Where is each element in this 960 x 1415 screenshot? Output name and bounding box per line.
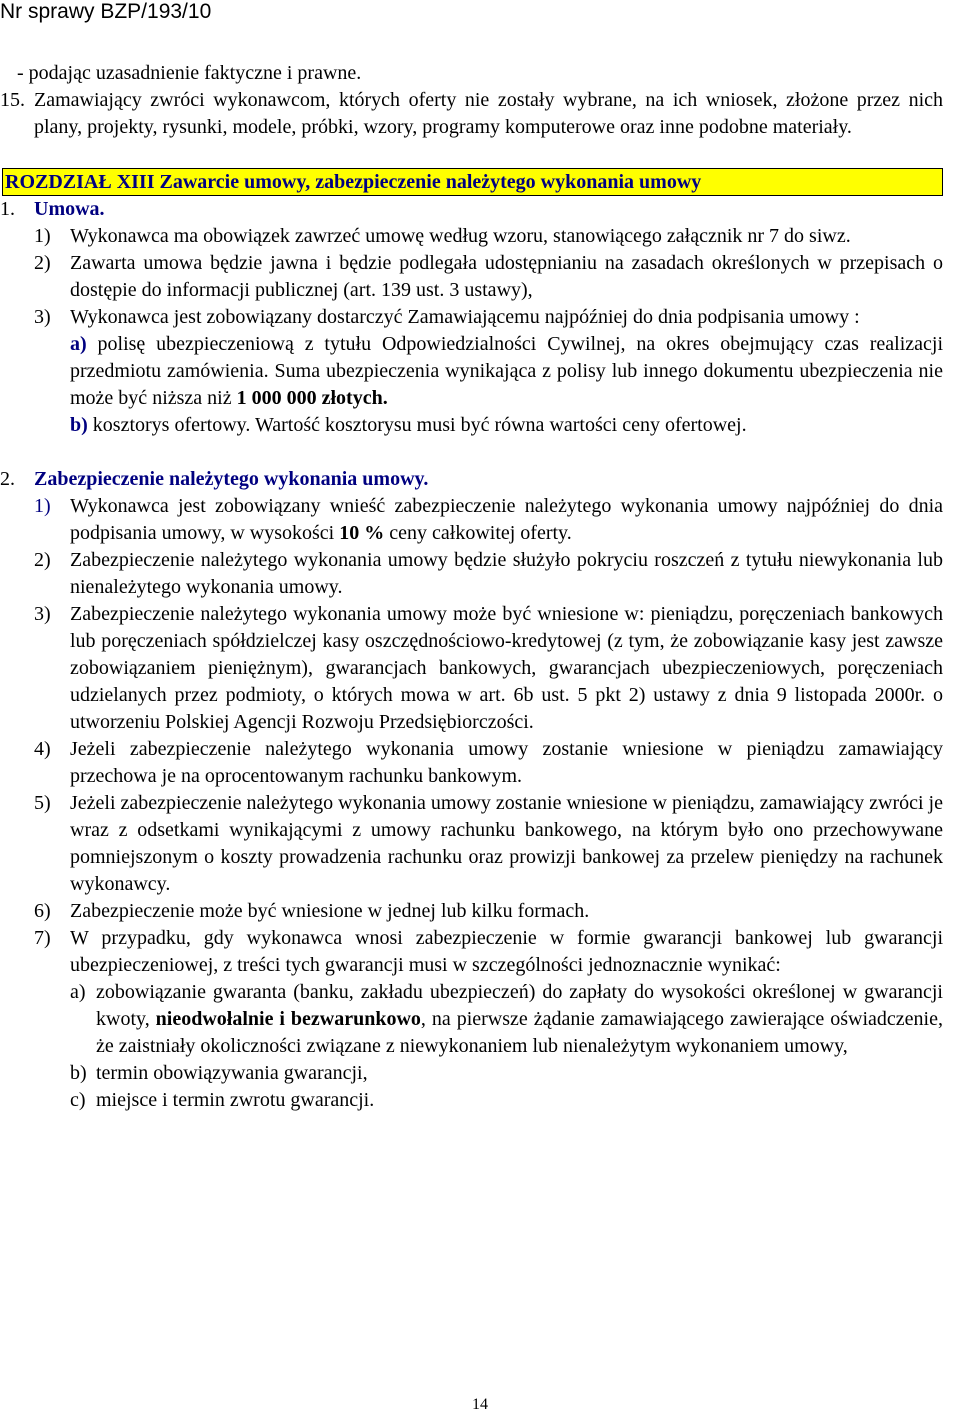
item-text: Zabezpieczenie należytego wykonania umowy może być wniesione w: pieniądzu, poręczeniach bankowych lub poręczeniach spółdzielczej kasy oszczędnościowo-kredytowej (z tym, że zobowiązanie kasy jest zawsze zobowiązaniem pieniężnym), gwarancjach bankowych, gwarancjach ubezpieczeniowych, poręczeniach udzielanych przez podmioty, o których mowa w art. 6b ust. 5 pkt 2) ustawy z dnia 9 listopada 2000r. o utworzeniu Polskiej Agencji Rozwoju Przedsiębiorczości. (70, 603, 943, 733)
item-text (70, 493, 943, 547)
item-number: 4) (34, 738, 51, 760)
list-item (34, 223, 943, 250)
section-number: 1. (0, 198, 15, 220)
list-item (34, 250, 943, 304)
list-item (34, 304, 943, 331)
list-item (34, 493, 943, 547)
sub-item-text: polisę ubezpieczeniową z tytułu Odpowiedzialności Cywilnej, na okres obejmujący czas realizacji przedmiotu zamówienia. Suma ubezpieczenia wynikająca z polisy lub innego dokumentu ubezpieczenia nie może być niższa niż (70, 333, 943, 409)
item-number: 1) (34, 495, 51, 517)
list-item (34, 547, 943, 601)
letter-item-c (70, 1087, 943, 1114)
section-2-heading (0, 466, 943, 493)
list-item (34, 601, 943, 736)
item-number: 2) (34, 252, 51, 274)
item-text: W przypadku, gdy wykonawca wnosi zabezpieczenie w formie gwarancji bankowej lub gwarancji ubezpieczeniowej, z treści tych gwarancji musi w szczególności jednoznacznie wynikać: (70, 927, 943, 976)
letter-text: termin obowiązywania gwarancji, (96, 1062, 368, 1084)
letter-text-part: zobowiązanie gwaranta (banku, zakładu ubezpieczeń) do zapłaty do wysokości określonej w gwarancji kwoty, (96, 981, 943, 1030)
spacer (17, 439, 943, 466)
section-title: Umowa. (34, 198, 105, 220)
item-text-part: Wykonawca jest zobowiązany wnieść zabezpieczenie należytego wykonania umowy najpóźniej do dnia podpisania umowy, w wysokości (70, 495, 943, 544)
letter-item-b (70, 1060, 943, 1087)
item-text: Wykonawca jest zobowiązany dostarczyć Zamawiającemu najpóźniej do dnia podpisania umowy : (70, 306, 860, 328)
document-header: Nr sprawy BZP/193/10 (0, 0, 212, 23)
item-number: 6) (34, 900, 51, 922)
list-item (34, 925, 943, 979)
item-text: Zabezpieczenie należytego wykonania umowy będzie służyło pokryciu roszczeń z tytułu niewykonania lub nienależytego wykonania umowy. (70, 549, 943, 598)
sub-item-a (70, 331, 943, 412)
section-number: 2. (0, 468, 15, 490)
letter-text (96, 979, 943, 1060)
item-number: 3) (34, 603, 51, 625)
item-number: 2) (34, 549, 51, 571)
item-number: 5) (34, 792, 51, 814)
insurance-amount: 1 000 000 złotych. (236, 387, 388, 409)
item-number: 1) (34, 225, 51, 247)
intro-line: - podając uzasadnienie faktyczne i prawne. (17, 62, 362, 84)
bold-phrase: nieodwołalnie i bezwarunkowo (155, 1008, 421, 1030)
item-text: Zawarta umowa będzie jawna i będzie podlegała udostępnianiu na zasadach określonych w przepisach o dostępie do informacji publicznej (art. 139 ust. 3 ustawy), (70, 252, 943, 301)
item-number: 7) (34, 927, 51, 949)
letter-text-part: , na pierwsze żądanie zamawiającego zawierające oświadczenie, że zaistniały okoliczności związane z niewykonaniem lub nienależytym wykonaniem umowy, (96, 1008, 943, 1057)
item-number: 3) (34, 306, 51, 328)
list-item (34, 790, 943, 898)
item-text: Jeżeli zabezpieczenie należytego wykonania umowy zostanie wniesione w pieniądzu zamawiający przechowa je na oprocentowanym rachunku bankowym. (70, 738, 943, 787)
security-percent: 10 % (339, 522, 385, 544)
item-text: Jeżeli zabezpieczenie należytego wykonania umowy zostanie wniesione w pieniądzu, zamawiający zwróci je wraz z odsetkami wynikającymi z umowy rachunku bankowego, na którym było ono przechowywane pomniejszonym o koszty prowadzenia rachunku oraz prowizji bankowej za przelew pieniędzy na rachunek wykonawcy. (70, 792, 943, 895)
item-number: 15. (0, 89, 25, 111)
sub-item-label: a) (70, 333, 87, 355)
list-item (34, 898, 943, 925)
item-text: Zamawiający zwróci wykonawcom, których oferty nie zostały wybrane, na ich wniosek, złożone przez nich plany, projekty, rysunki, modele, próbki, wzory, programy komputerowe oraz inne podobne materiały. (34, 89, 943, 138)
page-number: 14 (472, 1396, 488, 1413)
letter-item-a (70, 979, 943, 1060)
item-text-part: ceny całkowitej oferty. (384, 522, 572, 544)
section-title: Zabezpieczenie należytego wykonania umowy. (34, 468, 429, 490)
chapter-heading: ROZDZIAŁ XIII Zawarcie umowy, zabezpieczenie należytego wykonania umowy (2, 168, 943, 196)
item-text: Wykonawca ma obowiązek zawrzeć umowę według wzoru, stanowiącego załącznik nr 7 do siwz. (70, 225, 851, 247)
section-1-heading (0, 196, 943, 223)
letter-text: miejsce i termin zwrotu gwarancji. (96, 1089, 375, 1111)
letter-label: c) (70, 1089, 86, 1111)
sub-item-text: kosztorys ofertowy. Wartość kosztorysu musi być równa wartości ceny ofertowej. (87, 414, 747, 436)
letter-label: b) (70, 1062, 87, 1084)
sub-item-label: b) (70, 414, 88, 436)
list-item (34, 736, 943, 790)
item-text: Zabezpieczenie może być wniesione w jednej lub kilku formach. (70, 900, 590, 922)
list-item-15 (0, 87, 943, 141)
sub-item-b (70, 412, 943, 439)
document-body (0, 60, 943, 1114)
letter-label: a) (70, 981, 86, 1003)
